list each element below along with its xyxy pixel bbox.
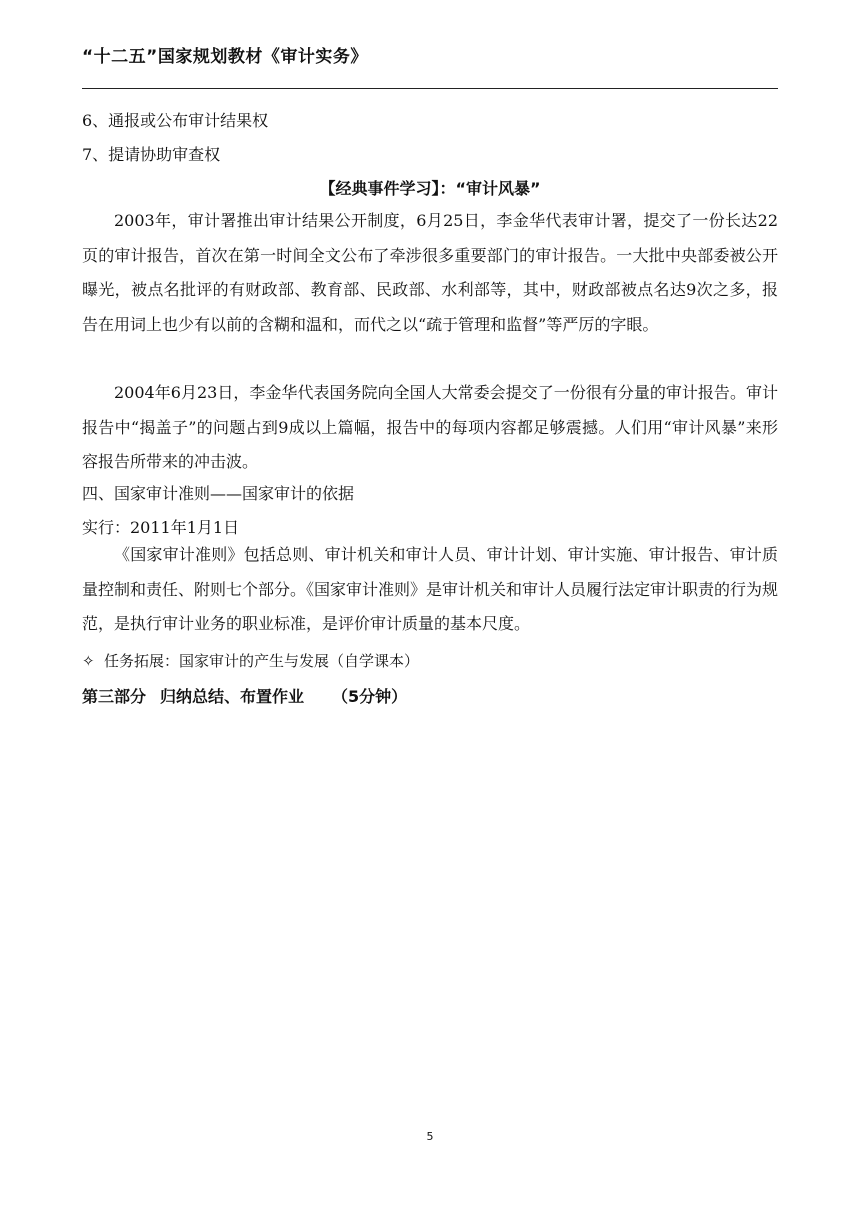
list-item-6: 6、通报或公布审计结果权 <box>82 111 269 130</box>
header-divider <box>82 88 778 89</box>
case-study-title: 【经典事件学习】：“审计风暴” <box>319 179 541 198</box>
task-extension-text: 任务拓展：国家审计的产生与发展（自学课本） <box>104 652 420 670</box>
effective-date: 实行：2011年1月1日 <box>82 518 240 537</box>
part-label: 第三部分 <box>82 687 147 706</box>
standards-paragraph: 《国家审计准则》包括总则、审计机关和审计人员、审计计划、审计实施、审计报告、审计质量控制和责任、附则七个部分。《国家审计准则》是审计机关和审计人员履行法定审计职责的行为规范，是执行审计业务的职业标准，是评价审计质量的基本尺度。 <box>82 545 779 633</box>
part-duration: （5分钟） <box>332 687 408 706</box>
part-three-heading <box>82 684 407 707</box>
diamond-bullet-icon: ✧ <box>82 652 95 670</box>
section-heading: 四、国家审计准则——国家审计的依据 <box>82 484 355 503</box>
case-study-paragraph-2: 2004年6月23日，李金华代表国务院向全国人大常委会提交了一份很有分量的审计报告。审计报告中“揭盖子”的问题占到9成以上篇幅，报告中的每项内容都足够震撼。人们用“审计风暴”来形容报告所带来的冲击波。 <box>82 383 778 471</box>
task-extension <box>82 650 419 671</box>
page-number: 5 <box>426 1130 434 1143</box>
case-study-paragraph-1: 2003年，审计署推出审计结果公开制度，6月25日，李金华代表审计署，提交了一份长达22页的审计报告，首次在第一时间全文公布了牵涉很多重要部门的审计报告。一大批中央部委被公开曝光，被点名批评的有财政部、教育部、民政部、水利部等，其中，财政部被点名达9次之多，报告在用词上也少有以前的含糊和温和，而代之以“疏于管理和监督”等严厉的字眼。 <box>82 211 778 334</box>
part-title: 归纳总结、布置作业 <box>160 687 305 706</box>
list-item-7: 7、提请协助审查权 <box>82 145 221 164</box>
running-header: “十二五”国家规划教材《审计实务》 <box>82 47 368 67</box>
